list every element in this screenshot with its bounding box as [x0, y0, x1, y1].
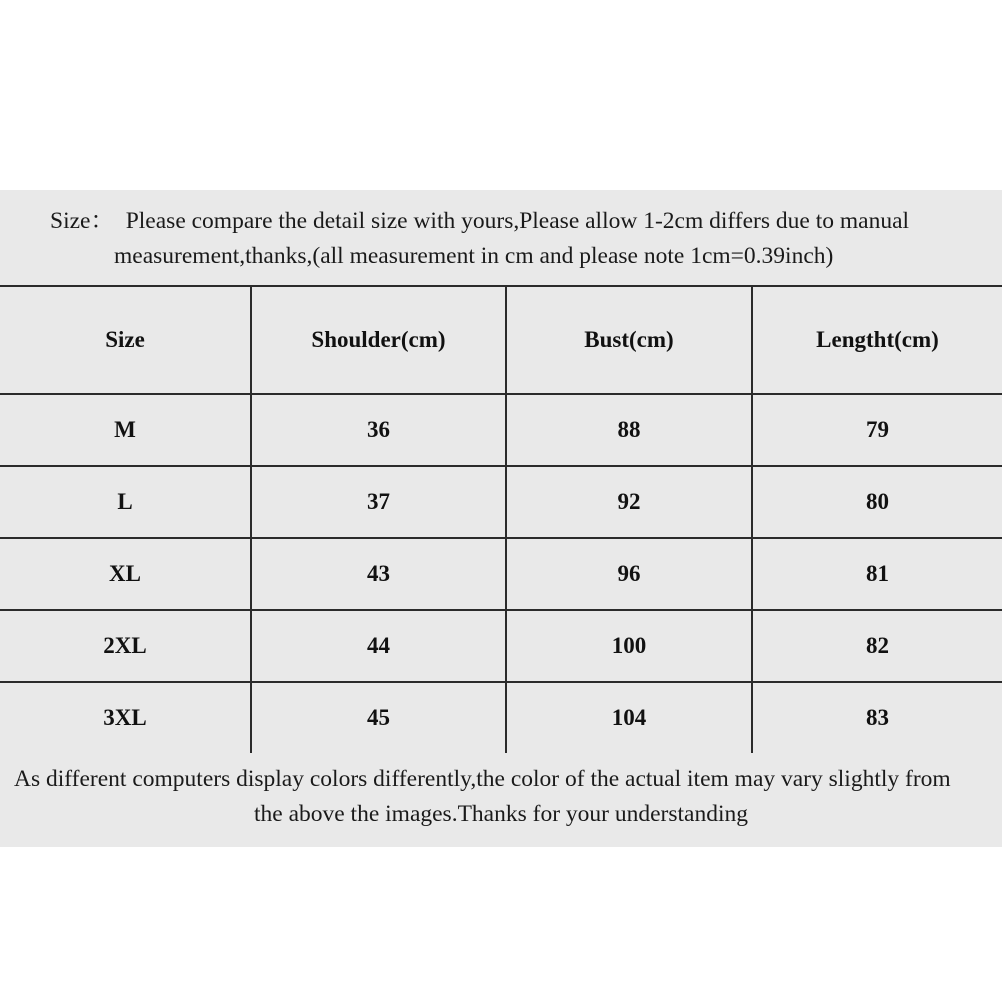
- table-row: [0, 394, 1002, 466]
- column-header-bust: Bust(cm): [506, 286, 752, 394]
- intro-line-2: measurement,thanks,(all measurement in cm and please note 1cm=0.39inch): [114, 243, 834, 270]
- cell-bust: 92: [506, 466, 752, 538]
- column-header-length: Lengtht(cm): [752, 286, 1002, 394]
- table-row: [0, 538, 1002, 610]
- cell-shoulder: 45: [251, 682, 506, 753]
- cell-shoulder: 43: [251, 538, 506, 610]
- cell-size: 2XL: [0, 610, 251, 682]
- cell-bust: 96: [506, 538, 752, 610]
- cell-bust: 100: [506, 610, 752, 682]
- color-disclaimer: [0, 753, 1002, 847]
- cell-size: XL: [0, 538, 251, 610]
- cell-shoulder: 37: [251, 466, 506, 538]
- column-header-size: Size: [0, 286, 251, 394]
- cell-shoulder: 44: [251, 610, 506, 682]
- cell-length: 82: [752, 610, 1002, 682]
- table-header-row: [0, 286, 1002, 394]
- table-row: [0, 610, 1002, 682]
- footnote-line-2: the above the images.Thanks for your understanding: [253, 801, 749, 828]
- intro-line-1: Size： Please compare the detail size with yours,Please allow 1-2cm differs due to manual: [50, 208, 910, 234]
- cell-size: M: [0, 394, 251, 466]
- footnote-line-1: As different computers display colors differently,the color of the actual item may vary slightly from: [14, 765, 951, 792]
- column-header-shoulder: Shoulder(cm): [251, 286, 506, 394]
- cell-shoulder: 36: [251, 394, 506, 466]
- cell-bust: 88: [506, 394, 752, 466]
- size-chart-intro: [0, 190, 1002, 285]
- size-chart-panel: [0, 190, 1002, 847]
- cell-size: L: [0, 466, 251, 538]
- cell-bust: 104: [506, 682, 752, 753]
- cell-length: 79: [752, 394, 1002, 466]
- cell-length: 83: [752, 682, 1002, 753]
- cell-size: 3XL: [0, 682, 251, 753]
- table-row: [0, 682, 1002, 753]
- cell-length: 81: [752, 538, 1002, 610]
- cell-length: 80: [752, 466, 1002, 538]
- size-table: [0, 285, 1002, 753]
- table-row: [0, 466, 1002, 538]
